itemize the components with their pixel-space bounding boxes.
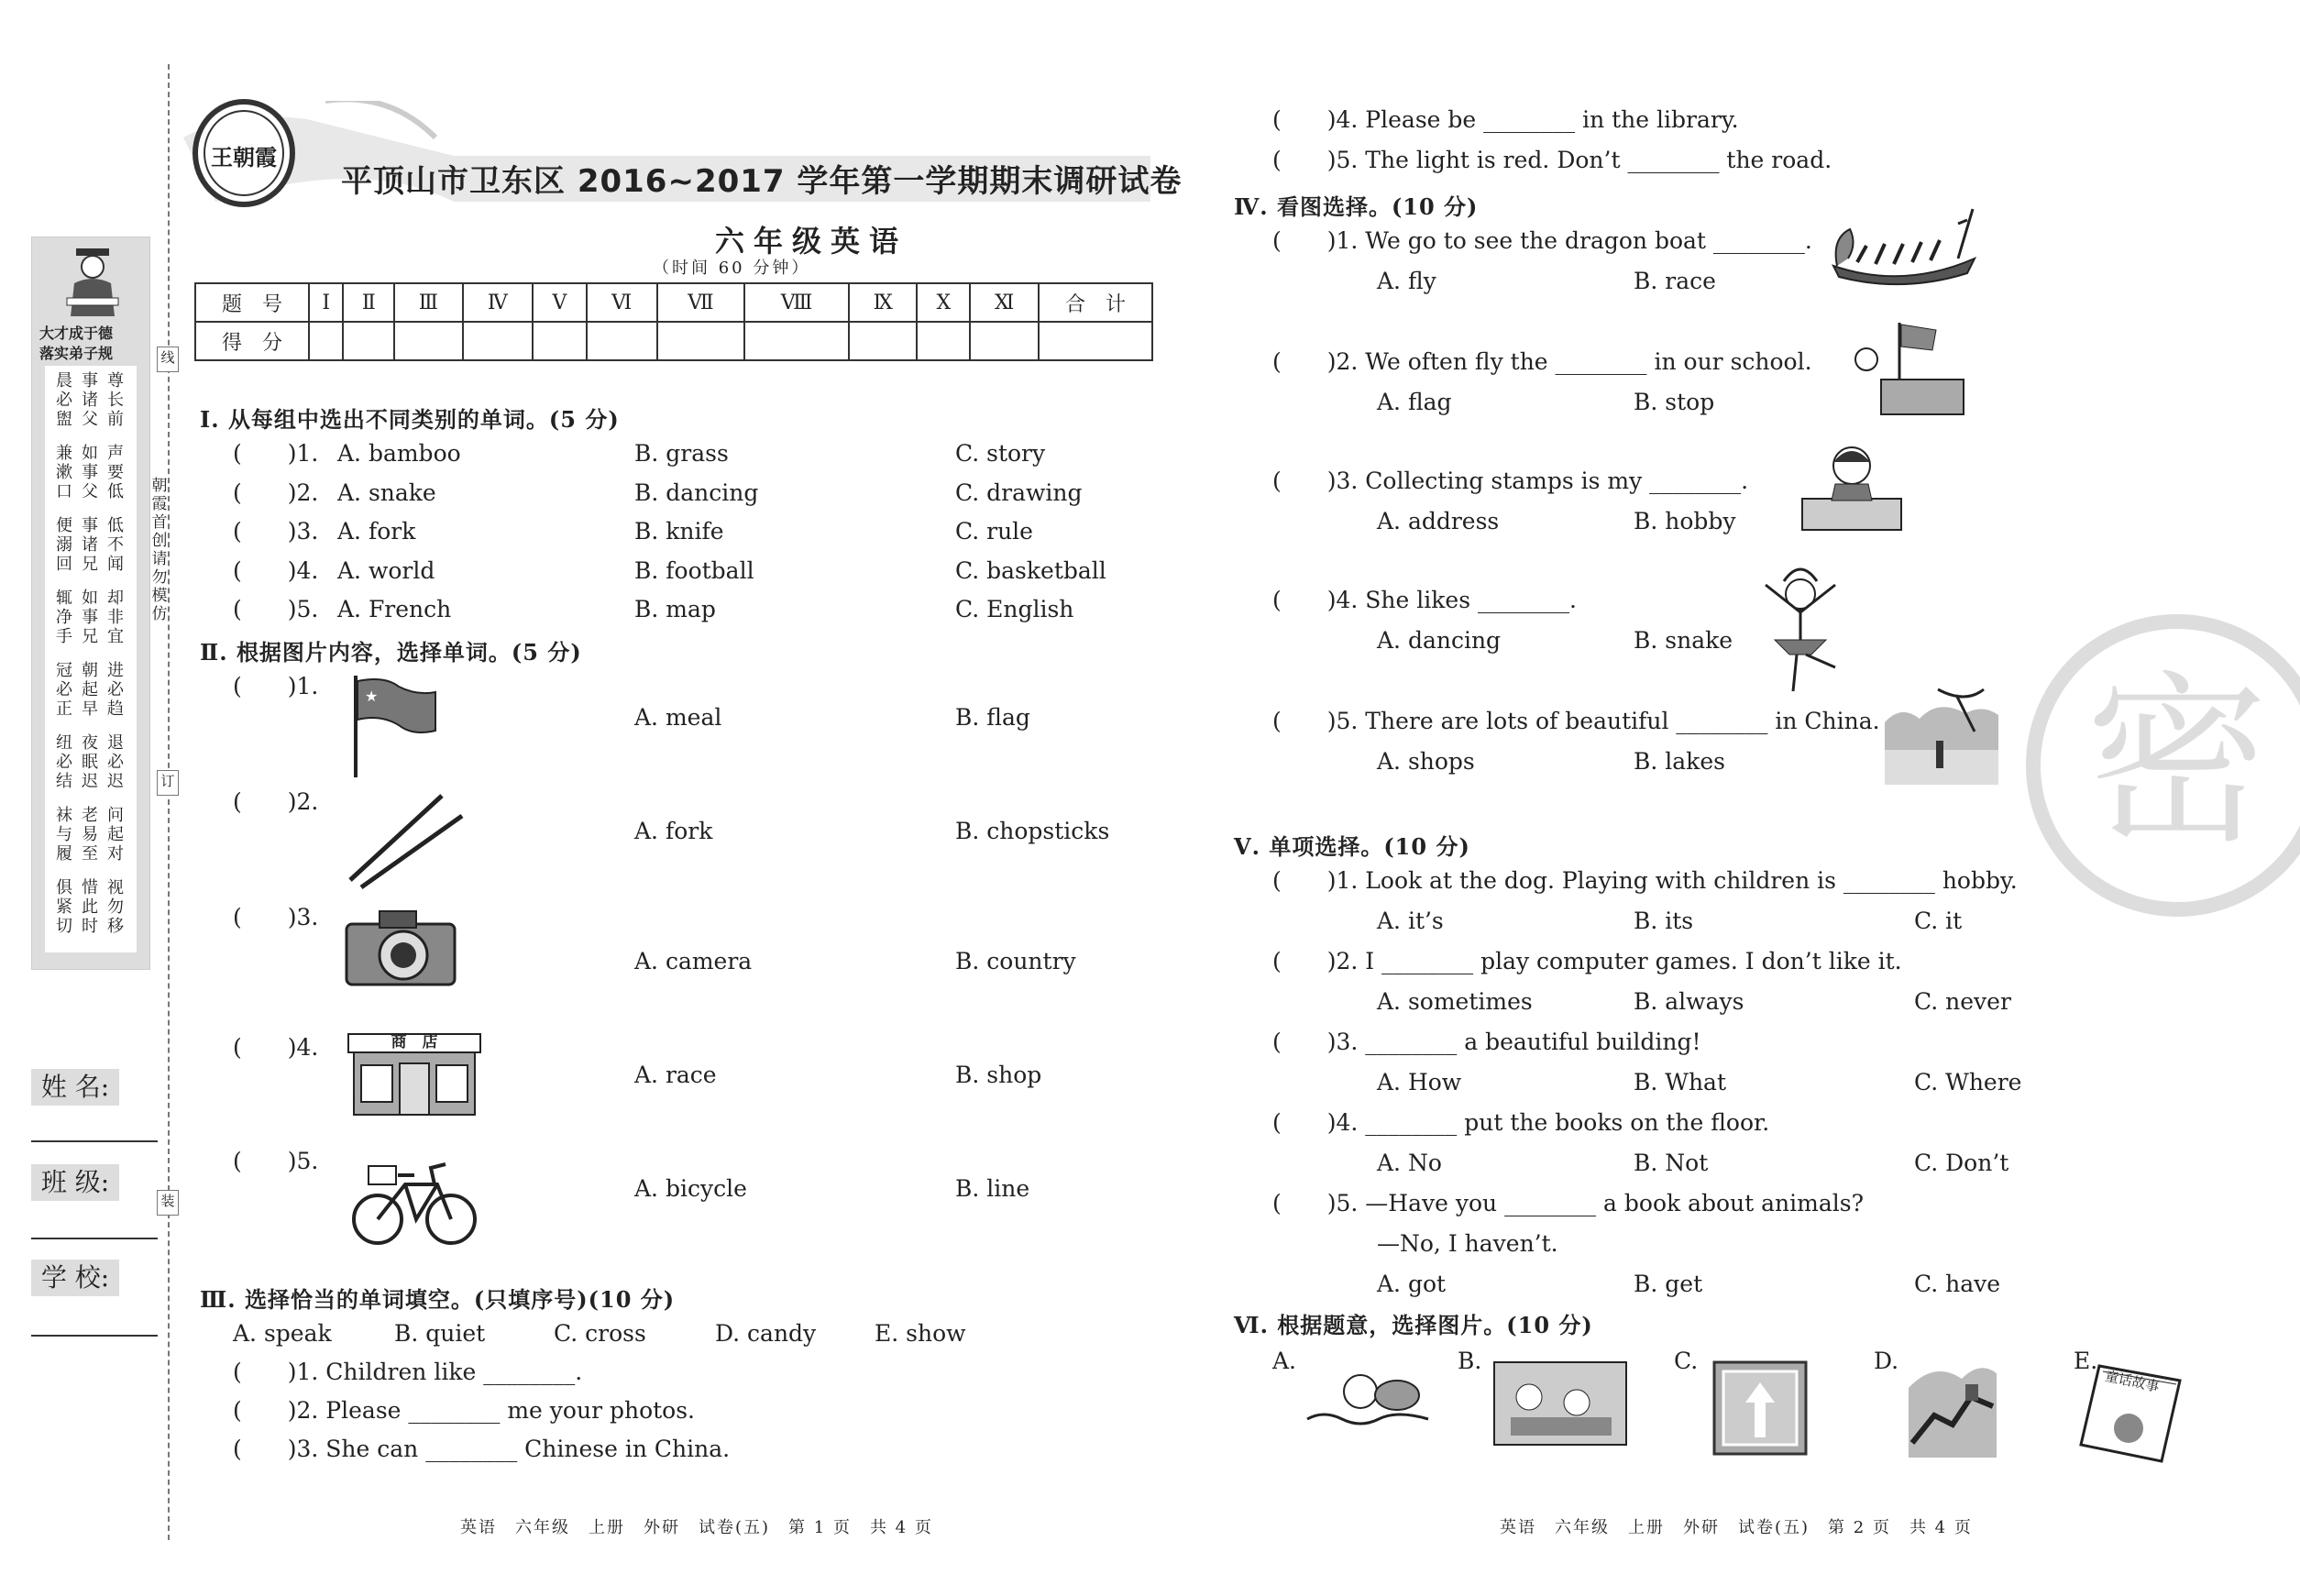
motto-char: 必 [56, 391, 72, 410]
motto-char: 易 [82, 825, 98, 844]
motto-char: 退 [107, 733, 124, 753]
s4-question[interactable]: ( )4. She likes ________. [1272, 587, 1577, 613]
motto-char: 早 [82, 699, 98, 719]
s1-option-a: A. bamboo [337, 440, 461, 467]
section1-title: Ⅰ. 从每组中选出不同类别的单词。(5 分) [200, 406, 620, 433]
s2-option-a: A. meal [634, 704, 722, 731]
motto-char: 如 [82, 444, 98, 463]
motto-title-1: 大才成于德 [39, 325, 114, 342]
word-bank-item: E. show [875, 1320, 966, 1347]
score-header-cell: Ⅹ [917, 283, 970, 322]
motto-char: 事 [82, 463, 98, 482]
section3-title: Ⅲ. 选择恰当的单词填空。(只填序号)(10 分) [200, 1286, 676, 1313]
score-input-cell[interactable] [744, 322, 849, 360]
motto-char: 迟 [82, 772, 98, 791]
classroom-icon [1492, 1360, 1628, 1447]
bicycle-icon [350, 1148, 480, 1249]
pic-label-a: A. [1272, 1348, 1297, 1374]
s1-option-c: C. story [955, 440, 1046, 467]
score-header-cell: 合 计 [1039, 283, 1152, 322]
s3-question[interactable]: ( )5. The light is red. Don’t ________ the road. [1272, 147, 1832, 173]
s5-option-b: B. What [1634, 1069, 1727, 1095]
section5-title: Ⅴ. 单项选择。(10 分) [1234, 833, 1470, 860]
motto-char: 事 [82, 608, 98, 627]
motto-char: 前 [107, 410, 124, 429]
score-input-cell[interactable] [1039, 322, 1152, 360]
great-wall-icon [1907, 1351, 1998, 1459]
class-label: 班 级: [31, 1164, 119, 1201]
score-input-cell[interactable] [533, 322, 587, 360]
s1-option-b: B. dancing [634, 479, 759, 506]
s5-option-b: B. get [1634, 1271, 1703, 1297]
s4-question[interactable]: ( )1. We go to see the dragon boat ________. [1272, 227, 1812, 254]
s2-question-number[interactable]: ( )5. [233, 1148, 319, 1174]
motto-char: 辄 [56, 589, 72, 608]
motto-char: 便 [56, 516, 72, 535]
score-header-cell: Ⅲ [394, 283, 462, 322]
s5-option-a: A. got [1377, 1271, 1447, 1297]
score-header-cell: Ⅸ [849, 283, 917, 322]
school-field[interactable] [31, 1335, 158, 1337]
s5-option-b: B. Not [1634, 1150, 1709, 1176]
s5-option-a: A. it’s [1377, 908, 1444, 934]
s2-question-number[interactable]: ( )4. [233, 1034, 319, 1061]
s2-question-number[interactable]: ( )1. [233, 673, 319, 699]
score-input-cell[interactable] [917, 322, 970, 360]
s2-question-number[interactable]: ( )3. [233, 904, 319, 930]
score-input-cell[interactable] [343, 322, 394, 360]
storybook-title: 童话故事 [2103, 1367, 2162, 1396]
s1-question-number[interactable]: ( )1. [233, 440, 319, 467]
flag-icon [348, 674, 440, 779]
motto-char: 起 [82, 680, 98, 699]
score-value-row [195, 322, 1152, 360]
s4-option-a: A. address [1377, 508, 1500, 534]
motto-char: 要 [107, 463, 124, 482]
s5-option-c: C. Don’t [1914, 1150, 2009, 1176]
motto-char: 手 [56, 627, 72, 646]
motto-char: 盥 [56, 410, 72, 429]
s2-option-a: A. bicycle [634, 1175, 747, 1202]
scholar-icon [65, 247, 120, 320]
s1-question-number[interactable]: ( )5. [233, 596, 319, 622]
motto-text [45, 366, 137, 952]
s3-question[interactable]: ( )4. Please be ________ in the library. [1272, 106, 1739, 133]
s3-question[interactable]: ( )2. Please ________ me your photos. [233, 1397, 695, 1424]
motto-char: 低 [107, 516, 124, 535]
score-header-cell: Ⅱ [343, 283, 394, 322]
motto-char: 移 [107, 917, 124, 936]
score-input-cell[interactable] [970, 322, 1039, 360]
s5-question[interactable]: ( )4. ________ put the books on the floor. [1272, 1109, 1770, 1136]
s4-option-b: B. snake [1634, 627, 1733, 654]
chopsticks-icon [341, 788, 469, 891]
score-header-cell: Ⅷ [744, 283, 849, 322]
footer-right: 英语 六年级 上册 外研 试卷(五) 第 2 页 共 4 页 [1500, 1518, 1973, 1537]
s2-option-b: B. country [955, 948, 1076, 974]
pic-label-e: E. [2074, 1348, 2098, 1374]
score-input-cell[interactable] [587, 322, 657, 360]
watermark-seal [2026, 614, 2300, 917]
motto-char: 却 [107, 589, 124, 608]
score-header-cell: Ⅰ [309, 283, 343, 322]
motto-char: 视 [107, 878, 124, 897]
s5-question[interactable]: ( )2. I ________ play computer games. I don’t like it. [1272, 948, 1902, 974]
motto-char: 宜 [107, 627, 124, 646]
motto-char: 勿 [107, 897, 124, 917]
s2-option-b: B. line [955, 1175, 1030, 1202]
section2-title: Ⅱ. 根据图片内容，选择单词。(5 分) [200, 639, 582, 666]
s4-question[interactable]: ( )2. We often fly the ________ in our school. [1272, 348, 1812, 375]
score-header-cell: Ⅶ [657, 283, 744, 322]
s1-option-c: C. English [955, 596, 1074, 622]
pic-label-b: B. [1458, 1348, 1482, 1374]
motto-char: 结 [56, 772, 72, 791]
motto-char: 进 [107, 661, 124, 680]
s1-option-a: A. world [337, 556, 435, 584]
motto-char: 惜 [82, 878, 98, 897]
motto-char: 正 [56, 699, 72, 719]
motto-char: 迟 [107, 772, 124, 791]
motto-char: 必 [107, 753, 124, 772]
s1-option-a: A. fork [337, 518, 416, 545]
motto-char: 眠 [82, 753, 98, 772]
s4-option-b: B. stop [1634, 389, 1715, 415]
motto-char: 兄 [82, 627, 98, 646]
score-header-cell: Ⅴ [533, 283, 587, 322]
girl-stamps-icon [1799, 444, 1907, 532]
s4-option-b: B. race [1634, 268, 1716, 294]
section4-title: Ⅳ. 看图选择。(10 分) [1234, 193, 1479, 220]
motto-char: 父 [82, 410, 98, 429]
motto-char: 袜 [56, 806, 72, 825]
word-bank-item: C. cross [554, 1320, 646, 1347]
motto-char: 事 [82, 371, 98, 391]
s5-option-b: B. always [1634, 988, 1744, 1015]
footer-left: 英语 六年级 上册 外研 试卷(五) 第 1 页 共 4 页 [460, 1518, 933, 1537]
flag-raising-icon [1844, 319, 1973, 416]
class-field[interactable] [31, 1238, 158, 1239]
s5-option-a: A. sometimes [1377, 988, 1533, 1015]
s1-question-number[interactable]: ( )4. [233, 556, 319, 584]
motto-char: 对 [107, 844, 124, 864]
s2-question-number[interactable]: ( )2. [233, 788, 319, 815]
motto-char: 紧 [56, 897, 72, 917]
s5-option-b: B. its [1634, 908, 1694, 934]
s4-option-a: A. shops [1377, 748, 1475, 775]
s1-option-b: B. knife [634, 518, 724, 545]
motto-char: 纽 [56, 733, 72, 753]
seal-char-1: 线 [157, 347, 179, 372]
motto-char: 漱 [56, 463, 72, 482]
s1-option-b: B. football [634, 556, 754, 584]
motto-char: 声 [107, 444, 124, 463]
s2-option-a: A. race [634, 1062, 717, 1088]
name-field[interactable] [31, 1140, 158, 1142]
notice-vertical: 朝霞首创 请勿模仿 [151, 477, 168, 623]
motto-char: 净 [56, 608, 72, 627]
motto-char: 诸 [82, 391, 98, 410]
score-header-cell: Ⅺ [970, 283, 1039, 322]
motto-char: 闻 [107, 555, 124, 574]
motto-char: 必 [56, 753, 72, 772]
score-header-cell: 题 号 [195, 283, 309, 322]
motto-char: 尊 [107, 371, 124, 391]
s5-option-c: C. never [1914, 988, 2011, 1015]
s1-option-a: A. snake [337, 479, 436, 506]
motto-char: 时 [82, 917, 98, 936]
section6-title: Ⅵ. 根据题意，选择图片。(10 分) [1234, 1312, 1593, 1338]
motto-char: 趋 [107, 699, 124, 719]
score-input-cell[interactable] [309, 322, 343, 360]
school-label: 学 校: [31, 1260, 119, 1296]
score-input-cell[interactable] [394, 322, 462, 360]
s3-question[interactable]: ( )3. She can ________ Chinese in China. [233, 1436, 731, 1462]
s5-option-a: A. No [1377, 1150, 1442, 1176]
motto-char: 朝 [82, 661, 98, 680]
s5-option-a: A. How [1377, 1069, 1462, 1095]
motto-char: 夜 [82, 733, 98, 753]
motto-char: 如 [82, 589, 98, 608]
watermark-text: 密 [2085, 655, 2269, 869]
s1-option-c: C. drawing [955, 479, 1083, 506]
motto-char: 此 [82, 897, 98, 917]
s2-option-a: A. camera [634, 948, 753, 974]
s2-option-b: B. chopsticks [955, 818, 1110, 844]
word-bank-item: A. speak [233, 1320, 332, 1347]
s4-option-a: A. dancing [1377, 627, 1502, 654]
s3-question[interactable]: ( )1. Children like ________. [233, 1359, 583, 1385]
score-header-cell: Ⅵ [587, 283, 657, 322]
s5-answer-line: —No, I haven’t. [1377, 1230, 1558, 1257]
word-bank-item: B. quiet [394, 1320, 486, 1347]
motto-char: 兼 [56, 444, 72, 463]
s2-option-b: B. shop [955, 1062, 1042, 1088]
motto-char: 老 [82, 806, 98, 825]
seal-char-3: 装 [157, 1190, 179, 1216]
motto-char: 起 [107, 825, 124, 844]
motto-title-2: 落实弟子规 [39, 345, 114, 362]
motto-char: 至 [82, 844, 98, 864]
s5-option-c: C. have [1914, 1271, 2001, 1297]
motto-char: 必 [107, 680, 124, 699]
s1-option-c: C. rule [955, 518, 1033, 545]
s1-question-number[interactable]: ( )3. [233, 518, 319, 545]
word-bank-item: D. candy [715, 1320, 817, 1347]
exam-title: 平顶山市卫东区 2016~2017 学年第一学期期末调研试卷 [341, 163, 1183, 200]
s5-option-c: C. it [1914, 908, 1963, 934]
motto-char: 不 [107, 535, 124, 555]
s1-option-c: C. basketball [955, 556, 1106, 584]
swimming-icon [1305, 1355, 1430, 1447]
s1-option-b: B. map [634, 596, 716, 622]
dragon-boat-icon [1830, 202, 1978, 292]
s4-question[interactable]: ( )3. Collecting stamps is my ________. [1272, 468, 1749, 494]
score-input-cell[interactable] [657, 322, 744, 360]
motto-char: 切 [56, 917, 72, 936]
score-header-cell: Ⅳ [463, 283, 534, 322]
motto-char: 与 [56, 825, 72, 844]
motto-char: 必 [56, 680, 72, 699]
logo-seal [193, 99, 295, 207]
logo-text: 王朝霞 [211, 144, 277, 171]
motto-char: 俱 [56, 878, 72, 897]
binding-line [168, 64, 170, 1540]
s5-option-c: C. Where [1914, 1069, 2022, 1095]
s2-option-a: A. fork [634, 818, 713, 844]
pic-label-d: D. [1874, 1348, 1899, 1374]
motto-char: 问 [107, 806, 124, 825]
motto-char: 口 [56, 482, 72, 501]
score-table [194, 282, 1153, 361]
motto-char: 低 [107, 482, 124, 501]
s2-option-b: B. flag [955, 704, 1030, 731]
pic-label-c: C. [1674, 1348, 1699, 1374]
subject-title: 六年级英语 [715, 224, 908, 259]
s5-question[interactable]: ( )3. ________ a beautiful building! [1272, 1029, 1701, 1055]
dancing-girl-icon [1747, 557, 1854, 693]
motto-char: 溺 [56, 535, 72, 555]
s5-question[interactable]: ( )5. —Have you ________ a book about animals? [1272, 1190, 1864, 1216]
lake-landscape-icon [1883, 686, 2000, 787]
s1-question-number[interactable]: ( )2. [233, 479, 319, 506]
s4-option-a: A. fly [1377, 268, 1436, 294]
camera-icon [343, 906, 458, 988]
s4-question[interactable]: ( )5. There are lots of beautiful ________ in China. [1272, 708, 1880, 734]
score-row-label: 得 分 [195, 322, 309, 360]
motto-char: 回 [56, 555, 72, 574]
motto-char: 父 [82, 482, 98, 501]
motto-panel [31, 237, 150, 970]
motto-char: 兄 [82, 555, 98, 574]
name-label: 姓 名: [31, 1069, 119, 1106]
time-note: （时间 60 分钟） [653, 259, 811, 278]
s1-option-b: B. grass [634, 440, 729, 467]
motto-char: 事 [82, 516, 98, 535]
s1-option-a: A. French [337, 596, 452, 622]
score-input-cell[interactable] [463, 322, 534, 360]
s4-option-b: B. hobby [1634, 508, 1736, 534]
shop-sign: 商 店 [391, 1033, 438, 1051]
seal-char-2: 订 [157, 770, 179, 796]
one-way-sign-icon [1712, 1360, 1808, 1456]
s4-option-a: A. flag [1377, 389, 1452, 415]
score-input-cell[interactable] [849, 322, 917, 360]
motto-char: 晨 [56, 371, 72, 391]
s4-option-b: B. lakes [1634, 748, 1725, 775]
motto-char: 长 [107, 391, 124, 410]
score-header-row [195, 283, 1152, 322]
motto-char: 诸 [82, 535, 98, 555]
motto-char: 非 [107, 608, 124, 627]
svg-text:★: ★ [365, 688, 379, 705]
motto-char: 履 [56, 844, 72, 864]
motto-char: 冠 [56, 661, 72, 680]
s5-question[interactable]: ( )1. Look at the dog. Playing with children is ________ hobby. [1272, 867, 2018, 894]
